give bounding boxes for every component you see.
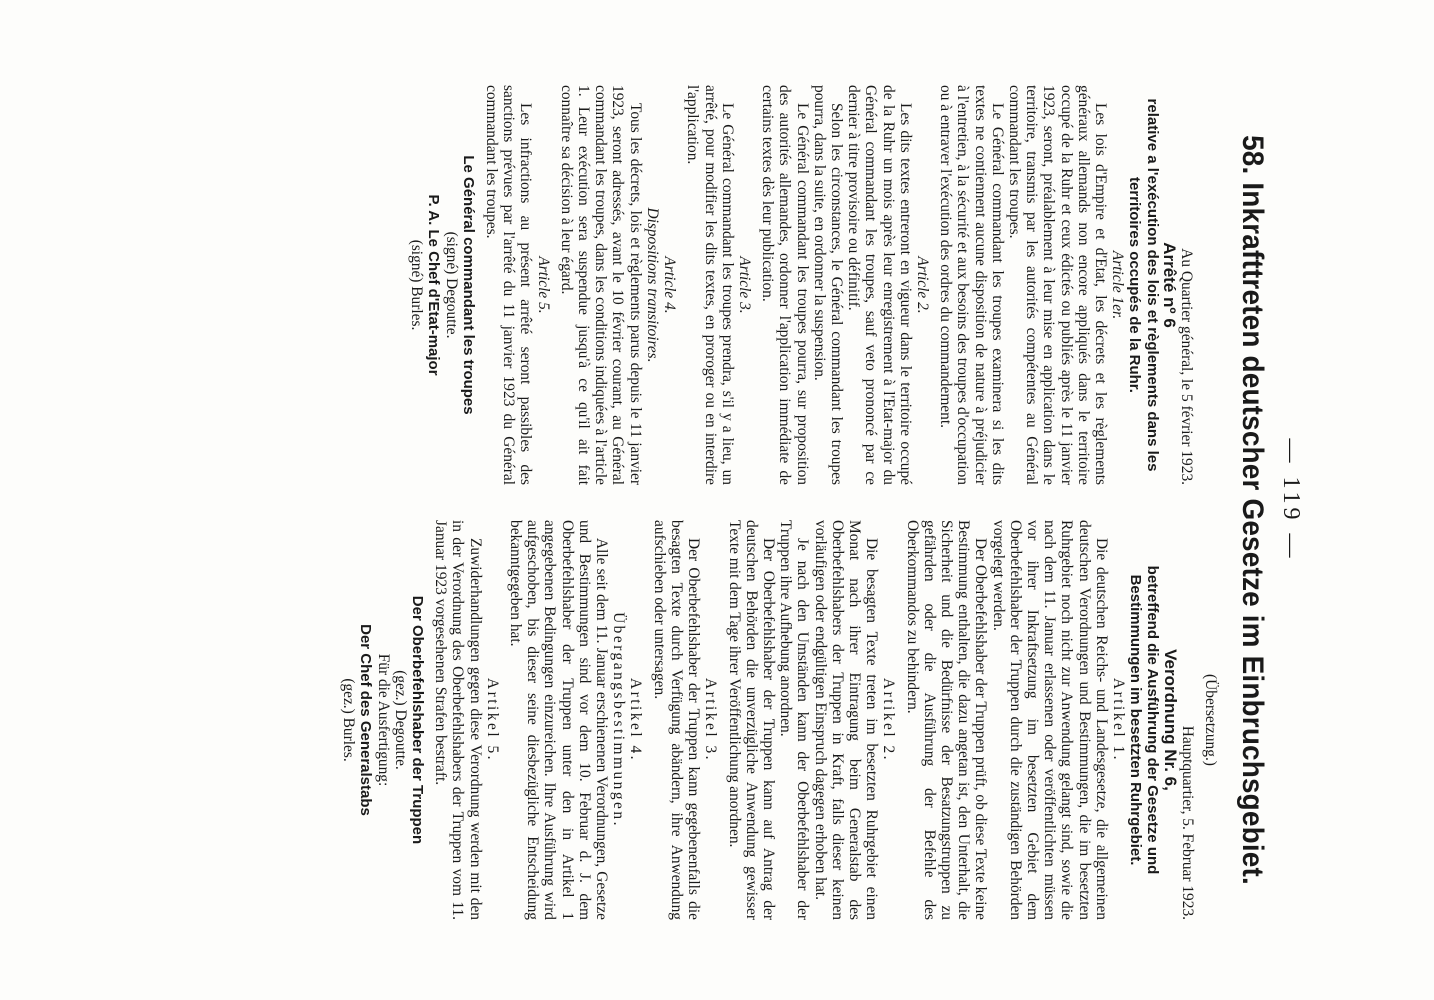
french-chief-signature: (signé) Burles. bbox=[408, 239, 426, 331]
french-article-2-p1: Les dits textes entreront en vigueur dans le territoire occupé de la Ruhr un mois après leur enregistrement à l'Etat-major du Général commandant les troupes, sauf veto prononcé par ce dernier à titre provisoire ou définitif. bbox=[845, 85, 914, 485]
page-number: — 119 — bbox=[1278, 438, 1304, 562]
german-article-1-p1: Die deutschen Reichs- und Landesgesetze, die allgemeinen deutschen Verordnungen und Bestimmungen, die im besetzten Ruhrgebiet noch nicht zur Anwendung gelangt sind, sowie die nach dem 11. Januar erlassenen oder veröffentlichten müssen vor ihrer Inkraftsetzung im besetzten Gebiet dem Oberbefehlshaber der Truppen durch die zuständigen Behörden vorgelegt werden. bbox=[989, 520, 1110, 920]
french-article-3-title: Article 3. bbox=[735, 256, 753, 314]
french-dateline: Au Quartier général, le 5 février 1923. bbox=[1178, 248, 1195, 485]
german-article-1-title: Artikel 1. bbox=[1109, 678, 1127, 762]
french-signature-title: Le Général commandant les troupes bbox=[459, 155, 477, 415]
french-article-4-subtitle: Dispositions transitoires. bbox=[643, 207, 661, 363]
german-article-4-subtitle: Übergangsbestimmungen. bbox=[610, 612, 628, 828]
french-subheading: relative a l'exécution des lois et règlements dans les territoires occupés de la Ruhr. bbox=[1126, 98, 1161, 472]
german-article-2-p2: Je nach den Umständen kann der Oberbefehlshaber der Truppen ihre Aufhebung anordnen. bbox=[777, 520, 812, 920]
german-certification: Für die Ausfertigung: bbox=[374, 653, 392, 787]
german-signature-name: (gez.) Degoutte. bbox=[391, 670, 409, 770]
german-article-2-p3: Der Oberbefehlshaber der Truppen kann auf Antrag der deutschen Behörden die unverzügliche Anwendung gewisser Texte mit dem Tage ihrer Veröffentlichung anordnen. bbox=[725, 520, 777, 920]
french-chief-of-staff: P. A. Le Chef d'Etat-major bbox=[425, 194, 443, 376]
french-article-2-title: Article 2. bbox=[913, 256, 931, 314]
german-article-1-p2: Der Oberbefehlshaber der Truppen prüft, ob diese Texte keine Bestimmung enthalten, die dazu angetan ist, den Unterhalt, die Sicherheit und die Bedürfnisse der Besatzungstruppen zu gefährden oder die Ausführung der Befehle des Oberkommandos zu behindern. bbox=[903, 520, 990, 920]
french-article-3-p1: Le Général commandant les troupes prendra, s'il y a lieu, un arrêté, pour modifier les dits textes, en proroger ou en interdire l'application. bbox=[684, 85, 736, 485]
page-title: 58. Inkrafttreten deutscher Gesetze im Einbruchsgebiet. bbox=[1236, 135, 1269, 885]
german-article-5-title: Artikel 5. bbox=[483, 678, 501, 762]
german-column bbox=[340, 520, 1219, 920]
german-subheading: betreffend die Ausführung der Gesetze und Bestimmungen im besetzten Ruhrgebiet. bbox=[1127, 565, 1162, 875]
french-article-1-p1: Les lois d'Empire et d'Etat, les décrets et les règlements généraux allemands non encore appliqués dans le territoire occupé de la Ruhr et ceux édictés ou publiés après le 11 janvier 1923, seront, préalablement à leur mise en application dans le territoire, transmis par les autorités compétentes au Général commandant les troupes. bbox=[1005, 85, 1109, 485]
german-article-4-title: Artikel 4. bbox=[627, 678, 645, 762]
french-column bbox=[408, 85, 1219, 485]
french-signature-name: (signé) Degoutte. bbox=[442, 231, 460, 339]
french-article-4-p1: Tous les décrets, lois et règlements parus depuis le 11 janvier 1923, seront adressés, avant le 10 février courant, au Général commandant les troupes, dans les conditions indiquées à l'article 1. Leur exécution sera suspendue jusqu'à ce qu'il ait fait connaître sa décision à leur égard. bbox=[557, 85, 644, 485]
french-article-5-p1: Les infractions au présent arrêté seront passibles des sanctions prévues par l'arrêté du 11 janvier 1923 du Général commandant les troupes. bbox=[483, 85, 535, 485]
german-article-3-p1: Der Oberbefehlshaber der Truppen kann gegebenenfalls die besagten Texte durch Verfügung abändern, ihre Anwendung aufschieben oder untersagen. bbox=[650, 520, 703, 920]
french-article-4-title: Article 4. bbox=[661, 256, 679, 314]
german-chief-signature: (gez.) Burles. bbox=[340, 678, 358, 762]
french-article-5-title: Article 5. bbox=[534, 256, 552, 314]
french-article-1-p2: Le Général commandant les troupes examinera si les dits textes ne contiennent aucune disposition de nature à préjudicier à l'entretien, à la sécurité et aux besoins des troupes d'occupation ou à entraver l'exécution des ordres du commandement. bbox=[937, 85, 1006, 485]
german-dateline: Hauptquartier, 5. Februar 1923. bbox=[1178, 725, 1196, 920]
german-article-2-p1: Die besagten Texte treten im besetzten Ruhrgebiet einen Monat nach ihrer Eintragung beim Generalstab des Oberbefehlshabers der Truppen in Kraft, falls dieser keinen vorläufigen oder endgültigen Einspruch dagegen erhoben hat. bbox=[811, 520, 881, 920]
german-article-2-title: Artikel 2. bbox=[880, 678, 898, 762]
french-article-1-title: Article 1er. bbox=[1109, 250, 1127, 320]
french-article-2-p3: Le Général commandant les troupes pourra, sur proposition des autorités allemandes, ordonner l'application immédiate de certains textes dès leur publication. bbox=[759, 85, 811, 485]
german-article-4-p1: Alle seit dem 11. Januar erschienenen Verordnungen, Gesetze und Bestimmungen sind vor dem 10. Februar d. J. dem Oberbefehlshaber der Truppen unter den in Artikel 1 angegebenen Bedingungen einzureichen. Ihre Ausführung wird aufgeschoben, bis dieser seine diesbezügliche Entscheidung bekanntgegeben hat. bbox=[507, 520, 611, 920]
german-translation-note: (Übersetzung.) bbox=[1202, 674, 1219, 766]
french-heading: Arrêté nº 6 bbox=[1159, 242, 1179, 328]
german-article-3-title: Artikel 3. bbox=[702, 678, 720, 762]
german-heading: Verordnung Nr. 6, bbox=[1160, 649, 1180, 791]
german-signature-title: Der Oberbefehlshaber der Truppen bbox=[409, 595, 427, 845]
german-article-5-p1: Zuwiderhandlungen gegen diese Verordnung werden mit den in der Verordnung des Oberbefehlshabers der Truppen vom 11. Januar 1923 vorgesehenen Strafen bestraft. bbox=[432, 520, 484, 920]
german-chief-of-staff: Der Chef des Generalstabs bbox=[357, 624, 375, 816]
french-article-2-p2: Selon les circonstances, le Général commandant les troupes pourra, dans la suite, en ordonner la suspension. bbox=[810, 85, 845, 485]
